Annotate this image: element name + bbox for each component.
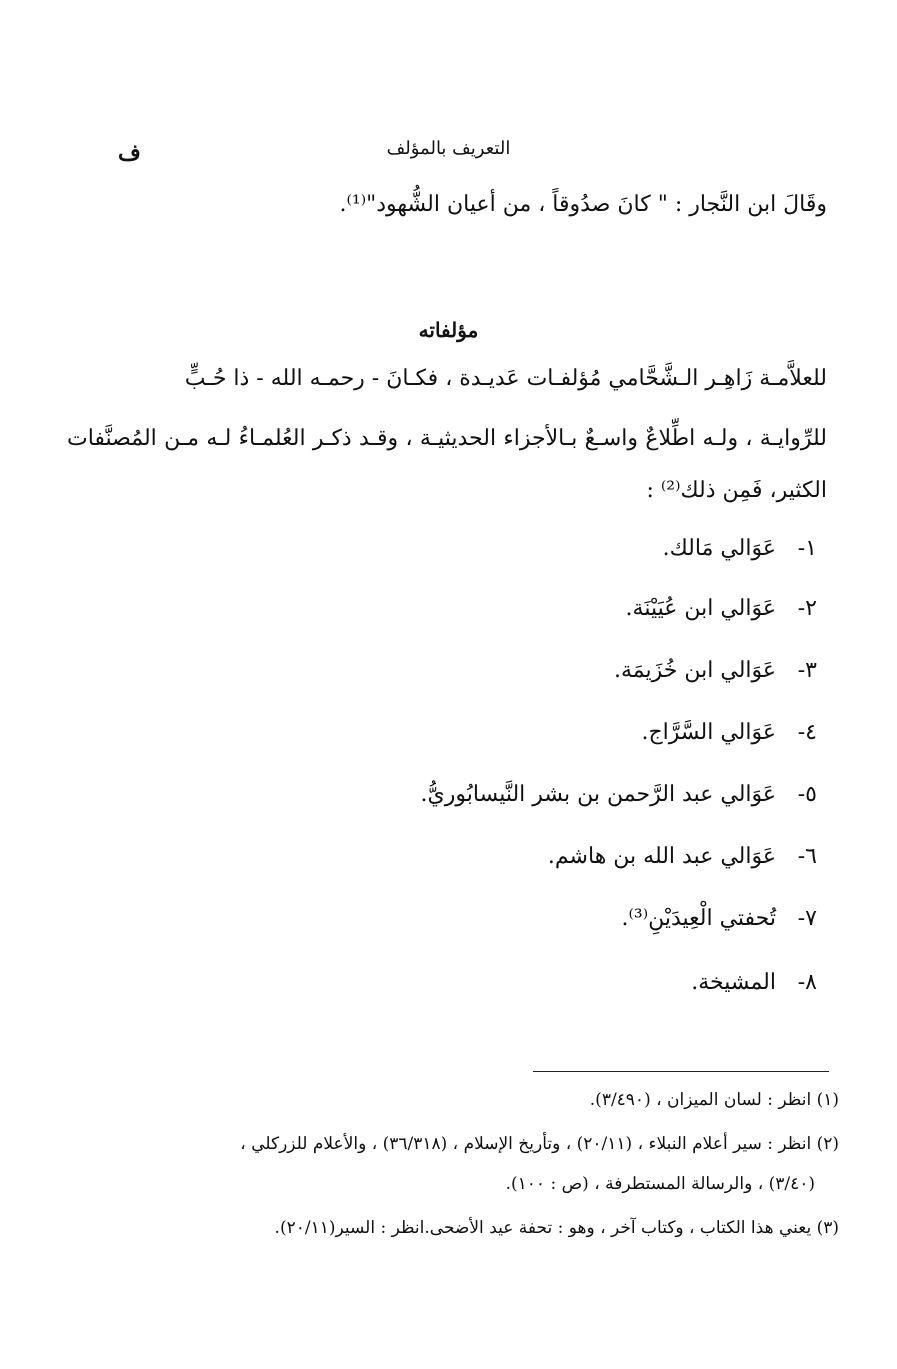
list-number: ١- — [797, 536, 817, 561]
list-number: ٣- — [797, 658, 817, 683]
work-title: عَوَالي مَالك. — [662, 536, 776, 561]
page-letter: ف — [118, 140, 141, 166]
work-title: تُحفتي الْعِيدَيْنِ⁽³⁾. — [621, 906, 776, 931]
footnote-divider — [533, 1071, 829, 1072]
works-list-item — [217, 720, 817, 745]
work-title: عَوَالي عبد الرَّحمن بن بشر النَّيسابُوريُّ. — [420, 782, 776, 807]
footnote: (١) انظر : لسان الميزان ، (٣/٤٩٠). — [589, 1090, 839, 1110]
list-number: ٦- — [797, 844, 817, 869]
section-heading: مؤلفاته — [418, 318, 479, 342]
works-list-item — [217, 782, 817, 807]
paragraph-line: للعلاَّمـة زَاهِـر الـشَّحَّامي مُؤلفـات عَديـدة ، فكـانَ - رحمـه الله - ذا حُـبٍّ — [184, 366, 827, 391]
list-number: ٨- — [797, 970, 817, 995]
work-title: عَوَالي ابن خُزَيمَة. — [614, 658, 776, 683]
list-number: ٤- — [797, 720, 817, 745]
works-list-item — [217, 536, 817, 561]
works-list-item — [217, 596, 817, 621]
list-number: ٢- — [797, 596, 817, 621]
paragraph-line: للرِّوايـة ، ولـه اطِّلاعٌ واسـعٌ بـالأجزاء الحديثيـة ، وقـد ذكـر العُلمـاءُ لـه مـن المُصنَّفات — [67, 426, 827, 451]
footnote: (٣) يعني هذا الكتاب ، وكتاب آخر ، وهو : تحفة عيد الأضحى.انظر : السير(٢٠/١١). — [274, 1218, 839, 1238]
works-list-item — [217, 658, 817, 683]
works-list-item — [217, 906, 817, 931]
works-list-item — [217, 970, 817, 995]
footnote: (٢) انظر : سير أعلام النبلاء ، (٢٠/١١) ، وتأريخ الإسلام ، (٣٦/٣١٨) ، والأعلام للزركلي ، — [240, 1134, 839, 1154]
works-list-item — [217, 844, 817, 869]
work-title: المشيخة. — [691, 970, 776, 995]
list-number: ٧- — [797, 906, 817, 931]
footnote-continuation: (٣/٤٠) ، والرسالة المستطرفة ، (ص : ١٠٠). — [505, 1174, 815, 1194]
paragraph-line: الكثير، فَمِن ذلك⁽²⁾ : — [646, 478, 827, 503]
running-title: التعريف بالمؤلف — [386, 138, 511, 159]
work-title: عَوَالي ابن عُيَيْنَة. — [625, 596, 776, 621]
work-title: عَوَالي السَّرَّاج. — [641, 720, 776, 745]
work-title: عَوَالي عبد الله بن هاشم. — [547, 844, 776, 869]
list-number: ٥- — [797, 782, 817, 807]
intro-quote-line: وقَالَ ابن النَّجار : " كانَ صدُوقاً ، من أعيان الشُّهود"⁽¹⁾. — [339, 192, 827, 217]
